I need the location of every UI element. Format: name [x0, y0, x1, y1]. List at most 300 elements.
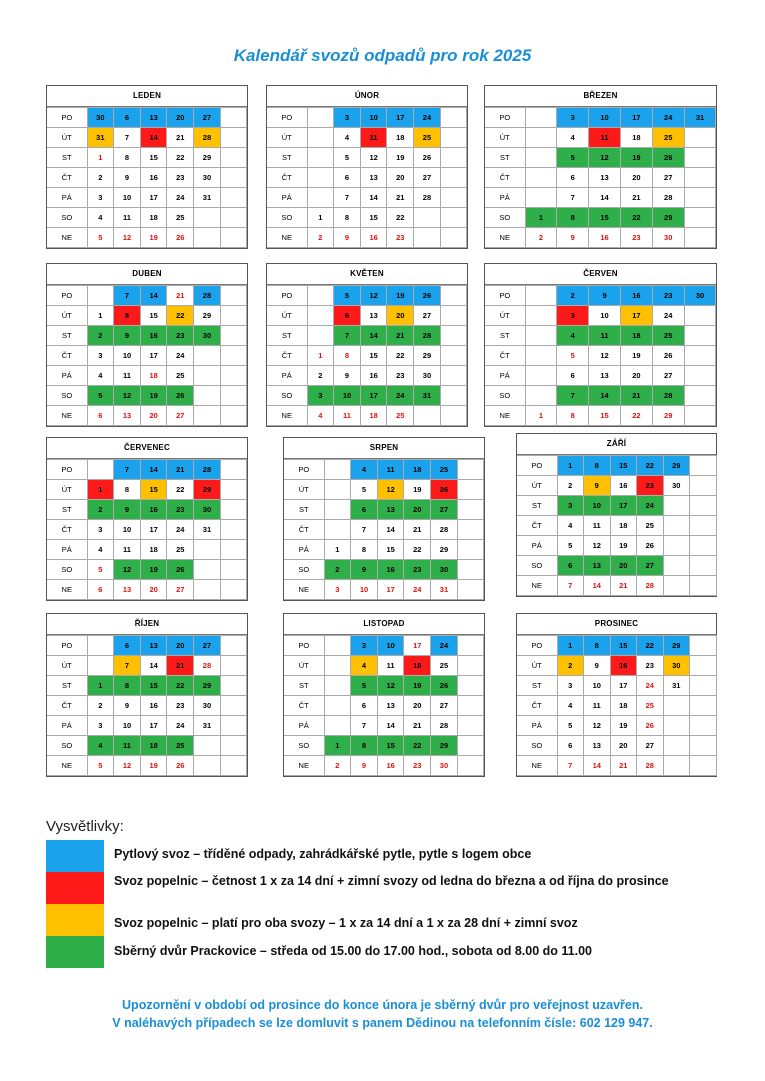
day-cell: 14	[589, 386, 621, 406]
day-cell	[684, 326, 716, 346]
day-cell: 29	[652, 208, 684, 228]
day-label: NE	[267, 228, 307, 248]
day-cell	[307, 128, 334, 148]
day-label: SO	[47, 386, 87, 406]
day-cell: 9	[351, 560, 378, 580]
day-cell: 2	[307, 228, 334, 248]
day-cell: 22	[404, 736, 431, 756]
day-cell	[220, 656, 247, 676]
day-cell: 19	[620, 346, 652, 366]
day-cell: 2	[87, 500, 114, 520]
day-label: PÁ	[47, 540, 87, 560]
day-cell: 18	[140, 208, 167, 228]
day-cell	[220, 346, 247, 366]
day-cell: 17	[140, 520, 167, 540]
day-cell: 8	[114, 480, 141, 500]
day-cell	[684, 228, 716, 248]
day-cell: 8	[334, 208, 361, 228]
day-cell: 26	[431, 480, 458, 500]
day-cell: 13	[114, 580, 141, 600]
day-cell: 21	[620, 386, 652, 406]
day-cell	[663, 516, 690, 536]
day-cell: 21	[404, 520, 431, 540]
day-cell: 25	[637, 696, 664, 716]
day-cell: 20	[387, 168, 414, 188]
day-cell: 5	[87, 560, 114, 580]
week-row	[485, 188, 716, 208]
day-label: ČT	[284, 520, 324, 540]
day-cell: 24	[652, 306, 684, 326]
day-cell: 4	[351, 656, 378, 676]
day-cell: 18	[610, 516, 637, 536]
week-row	[47, 148, 247, 168]
day-cell: 12	[589, 346, 621, 366]
notice	[0, 996, 765, 1032]
day-cell: 2	[87, 168, 114, 188]
day-cell: 29	[663, 456, 690, 476]
day-label: NE	[47, 580, 87, 600]
day-cell: 8	[114, 676, 141, 696]
day-label: ST	[47, 326, 87, 346]
day-cell: 7	[334, 188, 361, 208]
day-cell	[307, 188, 334, 208]
day-label: PO	[284, 636, 324, 656]
day-label: SO	[517, 556, 557, 576]
week-row	[517, 736, 716, 756]
week-row	[517, 576, 716, 596]
day-cell: 16	[377, 560, 404, 580]
day-cell: 23	[404, 560, 431, 580]
day-label: PÁ	[284, 540, 324, 560]
day-cell: 13	[360, 168, 387, 188]
week-row	[47, 540, 247, 560]
month-4	[266, 263, 468, 427]
day-label: ČT	[267, 346, 307, 366]
week-row	[284, 756, 484, 776]
day-label: ČT	[485, 168, 525, 188]
day-cell: 17	[610, 676, 637, 696]
day-cell	[220, 148, 247, 168]
day-cell: 26	[431, 676, 458, 696]
day-cell	[194, 560, 221, 580]
week-row	[485, 306, 716, 326]
day-cell	[220, 580, 247, 600]
day-label: SO	[517, 736, 557, 756]
day-cell: 6	[557, 168, 589, 188]
day-cell: 28	[637, 576, 664, 596]
day-cell	[194, 346, 221, 366]
day-cell: 24	[167, 346, 194, 366]
day-label: ČT	[485, 346, 525, 366]
day-cell: 14	[140, 656, 167, 676]
day-cell: 1	[525, 406, 557, 426]
day-cell	[194, 228, 221, 248]
month-1	[266, 85, 468, 249]
day-cell: 27	[431, 696, 458, 716]
day-cell: 1	[324, 540, 351, 560]
day-cell: 31	[684, 108, 716, 128]
day-cell: 3	[307, 386, 334, 406]
day-cell: 18	[620, 326, 652, 346]
month-6	[46, 437, 248, 601]
month-name: PROSINEC	[517, 614, 716, 635]
day-cell: 8	[351, 736, 378, 756]
day-cell: 29	[414, 346, 441, 366]
day-cell: 1	[557, 456, 584, 476]
day-cell: 12	[377, 480, 404, 500]
day-cell: 25	[652, 128, 684, 148]
week-row	[267, 208, 467, 228]
day-cell: 25	[167, 540, 194, 560]
day-cell: 25	[652, 326, 684, 346]
day-cell: 29	[431, 540, 458, 560]
day-cell	[324, 520, 351, 540]
day-cell: 7	[557, 576, 584, 596]
day-cell: 7	[557, 756, 584, 776]
day-cell	[457, 520, 484, 540]
month-name: ÚNOR	[267, 86, 467, 107]
day-cell: 5	[334, 286, 361, 306]
day-cell: 18	[404, 656, 431, 676]
day-cell	[220, 406, 247, 426]
day-cell: 24	[414, 108, 441, 128]
day-cell	[690, 496, 717, 516]
week-row	[47, 736, 247, 756]
day-cell: 15	[360, 208, 387, 228]
day-cell: 23	[637, 476, 664, 496]
day-cell: 19	[140, 560, 167, 580]
day-label: ČT	[267, 168, 307, 188]
day-cell: 17	[620, 108, 652, 128]
day-label: ÚT	[485, 128, 525, 148]
day-cell: 20	[620, 366, 652, 386]
day-cell	[440, 208, 467, 228]
day-cell	[663, 536, 690, 556]
day-cell	[525, 188, 557, 208]
day-cell	[324, 696, 351, 716]
day-cell: 25	[167, 208, 194, 228]
day-cell: 12	[377, 676, 404, 696]
day-cell: 23	[167, 500, 194, 520]
day-cell: 7	[114, 460, 141, 480]
day-cell	[220, 188, 247, 208]
day-cell	[457, 560, 484, 580]
page-title: Kalendář svozů odpadů pro rok 2025	[233, 46, 532, 65]
day-cell: 26	[414, 286, 441, 306]
day-cell: 21	[167, 656, 194, 676]
day-cell: 5	[351, 676, 378, 696]
day-cell	[684, 406, 716, 426]
day-cell: 6	[114, 636, 141, 656]
day-cell: 9	[351, 756, 378, 776]
week-row	[517, 756, 716, 776]
day-cell: 17	[377, 580, 404, 600]
day-cell: 20	[610, 736, 637, 756]
week-row	[47, 306, 247, 326]
day-label: PÁ	[47, 188, 87, 208]
week-row	[47, 676, 247, 696]
day-label: PO	[267, 108, 307, 128]
day-label: PÁ	[267, 188, 307, 208]
day-label: ČT	[47, 168, 87, 188]
day-cell	[690, 716, 717, 736]
day-cell: 5	[87, 228, 114, 248]
day-cell	[525, 386, 557, 406]
day-cell: 31	[414, 386, 441, 406]
day-cell: 1	[324, 736, 351, 756]
day-cell: 5	[334, 148, 361, 168]
day-cell: 19	[387, 148, 414, 168]
day-cell: 5	[87, 756, 114, 776]
day-cell: 4	[557, 128, 589, 148]
day-cell: 2	[557, 476, 584, 496]
day-cell	[220, 168, 247, 188]
day-cell: 24	[167, 188, 194, 208]
day-cell: 19	[140, 228, 167, 248]
day-cell: 30	[652, 228, 684, 248]
day-cell: 16	[360, 228, 387, 248]
day-cell: 26	[167, 756, 194, 776]
day-cell: 29	[652, 406, 684, 426]
day-cell: 4	[87, 736, 114, 756]
day-cell: 23	[387, 366, 414, 386]
day-label: SO	[284, 560, 324, 580]
day-label: PÁ	[485, 366, 525, 386]
day-cell: 3	[87, 188, 114, 208]
month-3	[46, 263, 248, 427]
day-cell: 14	[377, 520, 404, 540]
day-cell: 28	[652, 188, 684, 208]
day-cell: 9	[334, 228, 361, 248]
day-cell: 7	[557, 188, 589, 208]
day-cell: 13	[140, 636, 167, 656]
day-cell: 6	[557, 556, 584, 576]
week-row	[517, 696, 716, 716]
day-cell: 12	[360, 148, 387, 168]
week-row	[284, 540, 484, 560]
day-cell: 10	[589, 108, 621, 128]
day-cell	[663, 696, 690, 716]
week-row	[47, 756, 247, 776]
day-cell: 12	[584, 536, 611, 556]
week-row	[517, 476, 716, 496]
day-cell: 21	[167, 286, 194, 306]
day-cell: 19	[387, 286, 414, 306]
week-row	[47, 208, 247, 228]
day-cell	[690, 636, 717, 656]
week-row	[47, 188, 247, 208]
day-cell	[194, 756, 221, 776]
day-cell: 8	[334, 346, 361, 366]
day-cell: 23	[387, 228, 414, 248]
day-cell: 8	[584, 456, 611, 476]
day-cell: 22	[404, 540, 431, 560]
week-row	[517, 456, 716, 476]
day-cell: 5	[557, 536, 584, 556]
week-row	[284, 520, 484, 540]
day-cell	[525, 366, 557, 386]
day-label: ÚT	[47, 306, 87, 326]
day-cell: 27	[167, 580, 194, 600]
week-row	[517, 656, 716, 676]
day-cell: 2	[324, 560, 351, 580]
day-cell: 26	[167, 228, 194, 248]
day-cell	[220, 756, 247, 776]
day-cell: 28	[194, 286, 221, 306]
day-cell: 23	[637, 656, 664, 676]
day-cell: 18	[140, 366, 167, 386]
day-label: PO	[517, 636, 557, 656]
day-cell: 10	[114, 188, 141, 208]
day-cell: 21	[167, 460, 194, 480]
day-cell: 23	[167, 168, 194, 188]
month-name: ČERVEN	[485, 264, 716, 285]
day-cell: 22	[167, 676, 194, 696]
day-cell	[220, 636, 247, 656]
day-label: ST	[517, 496, 557, 516]
day-cell	[194, 580, 221, 600]
day-cell	[684, 208, 716, 228]
week-row	[284, 656, 484, 676]
day-cell	[87, 636, 114, 656]
day-cell: 30	[431, 756, 458, 776]
day-cell: 23	[167, 326, 194, 346]
day-cell: 11	[584, 696, 611, 716]
day-cell: 30	[194, 500, 221, 520]
day-label: NE	[47, 756, 87, 776]
week-row	[267, 286, 467, 306]
day-cell: 20	[610, 556, 637, 576]
day-cell	[87, 460, 114, 480]
day-cell: 7	[351, 716, 378, 736]
day-cell	[440, 306, 467, 326]
day-cell: 25	[637, 516, 664, 536]
day-cell: 25	[167, 366, 194, 386]
week-row	[47, 560, 247, 580]
day-cell	[414, 406, 441, 426]
day-cell: 18	[610, 696, 637, 716]
day-label: ČT	[47, 520, 87, 540]
day-cell: 6	[87, 580, 114, 600]
day-label: NE	[284, 756, 324, 776]
day-cell: 10	[589, 306, 621, 326]
day-cell: 27	[414, 168, 441, 188]
day-cell	[690, 696, 717, 716]
day-cell: 11	[114, 736, 141, 756]
day-cell: 8	[351, 540, 378, 560]
week-row	[517, 536, 716, 556]
day-cell: 10	[377, 636, 404, 656]
week-row	[267, 128, 467, 148]
day-cell: 28	[431, 520, 458, 540]
day-cell: 24	[167, 716, 194, 736]
week-row	[485, 168, 716, 188]
week-row	[284, 460, 484, 480]
day-cell	[457, 756, 484, 776]
week-row	[267, 108, 467, 128]
day-cell: 8	[557, 406, 589, 426]
day-cell: 8	[114, 306, 141, 326]
week-row	[267, 366, 467, 386]
day-cell: 10	[334, 386, 361, 406]
day-cell: 13	[584, 556, 611, 576]
week-row	[485, 326, 716, 346]
day-cell: 22	[167, 148, 194, 168]
day-cell: 9	[334, 366, 361, 386]
day-cell: 19	[610, 716, 637, 736]
week-row	[267, 306, 467, 326]
day-cell	[684, 148, 716, 168]
day-cell: 4	[87, 208, 114, 228]
day-cell	[440, 386, 467, 406]
day-cell: 7	[334, 326, 361, 346]
day-cell	[663, 716, 690, 736]
day-cell	[525, 346, 557, 366]
day-cell	[684, 366, 716, 386]
day-cell	[525, 306, 557, 326]
day-cell	[440, 326, 467, 346]
legend-swatch-green	[46, 936, 104, 968]
day-label: SO	[485, 386, 525, 406]
day-cell: 18	[140, 736, 167, 756]
day-cell: 13	[114, 406, 141, 426]
day-cell: 4	[87, 540, 114, 560]
day-label: PÁ	[47, 716, 87, 736]
week-row	[517, 516, 716, 536]
day-cell: 16	[610, 656, 637, 676]
day-cell: 20	[620, 168, 652, 188]
day-cell	[194, 406, 221, 426]
day-cell: 27	[637, 556, 664, 576]
day-cell	[690, 736, 717, 756]
day-cell: 19	[620, 148, 652, 168]
day-cell: 2	[525, 228, 557, 248]
day-cell: 22	[167, 480, 194, 500]
month-5	[484, 263, 717, 427]
day-cell	[220, 326, 247, 346]
day-cell: 29	[194, 306, 221, 326]
notice-line-1: Upozornění v období od prosince do konce února je sběrný dvůr pro veřejnost uzavřen.	[122, 998, 643, 1012]
day-cell: 22	[167, 306, 194, 326]
day-cell: 21	[387, 326, 414, 346]
week-row	[485, 228, 716, 248]
week-row	[267, 188, 467, 208]
day-cell	[525, 286, 557, 306]
day-cell	[525, 128, 557, 148]
day-cell: 14	[140, 460, 167, 480]
legend-text-blue: Pytlový svoz – tříděné odpady, zahrádkářské pytle, pytle s logem obce	[114, 847, 532, 861]
day-cell	[220, 228, 247, 248]
day-label: ÚT	[267, 306, 307, 326]
day-cell	[457, 500, 484, 520]
day-label: PO	[47, 286, 87, 306]
day-cell	[663, 756, 690, 776]
day-label: ST	[47, 676, 87, 696]
day-cell: 30	[414, 366, 441, 386]
notice-line-2: V naléhavých případech se lze domluvit s panem Dědinou na telefonním čísle: 602 129 947.	[112, 1016, 653, 1030]
day-cell: 22	[637, 636, 664, 656]
day-cell: 9	[114, 696, 141, 716]
day-cell: 12	[114, 386, 141, 406]
legend-title: Vysvětlivky:	[46, 818, 124, 835]
day-cell: 12	[584, 716, 611, 736]
day-cell: 20	[167, 108, 194, 128]
day-cell: 10	[584, 496, 611, 516]
day-cell: 29	[194, 480, 221, 500]
day-label: NE	[47, 406, 87, 426]
day-cell: 16	[377, 756, 404, 776]
day-cell: 20	[404, 696, 431, 716]
